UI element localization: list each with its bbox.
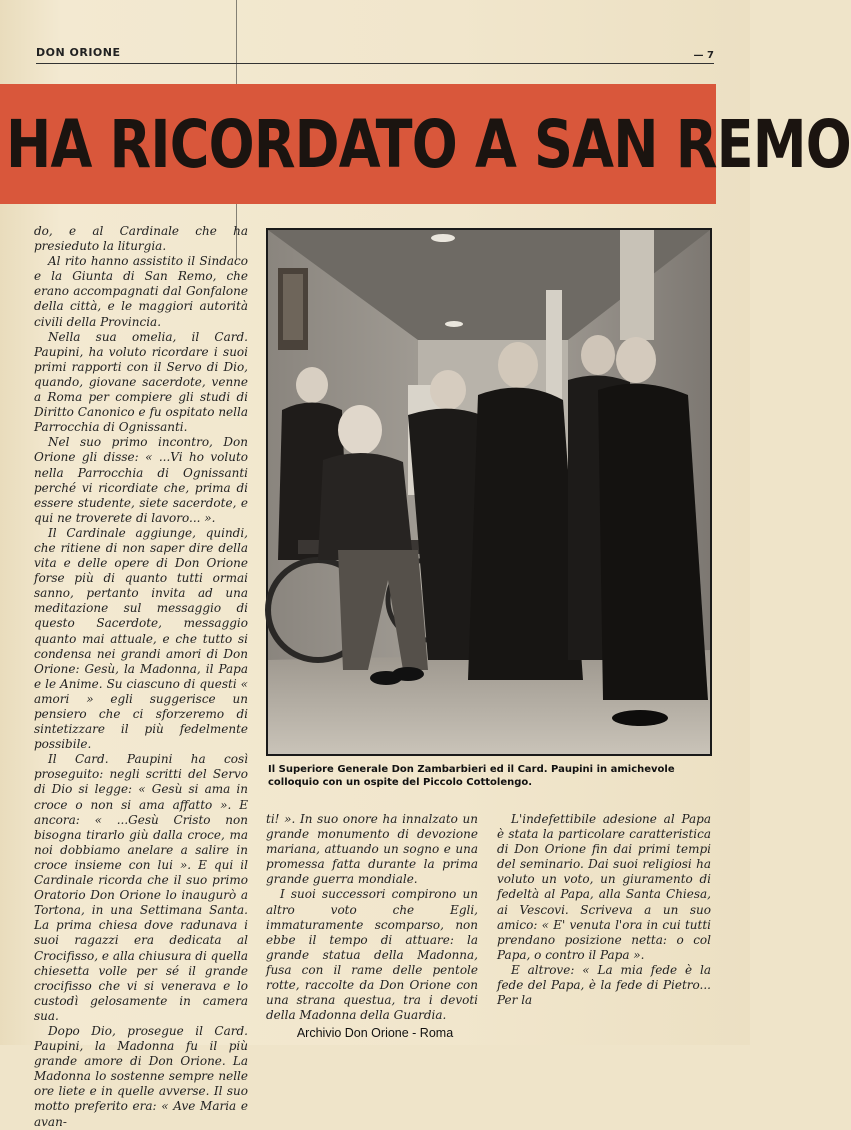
paragraph: Nella sua omelia, il Card. Paupini, ha voluto ricordare i suoi primi rapporti con il Servo di Dio, quando, giovane sacerdote, venne a Roma per compiere gli studi di Diritto Canonico e fu ospitato nella Parrocchia di Ognissanti. xyxy=(34,329,248,435)
photo-caption: Il Superiore Generale Don Zambarbieri ed il Card. Paupini in amichevole colloquio con un ospite del Piccolo Cottolengo. xyxy=(268,764,675,788)
paragraph: I suoi successori compirono un altro voto che Egli, immaturamente scomparso, non ebbe il tempo di attuare: la grande statua della Madonna, fusa con il rame delle pentole rotte, raccolte da Don Orione con una strana questua, tra i devoti della Madonna della Guardia. xyxy=(266,887,478,1023)
photo-illustration xyxy=(268,230,710,754)
article-column-3 xyxy=(497,812,711,1008)
archive-footer: Archivio Don Orione - Roma xyxy=(296,1026,454,1040)
article-column-2 xyxy=(266,812,478,1023)
paragraph: E altrove: « La mia fede è la fede del Papa, è la fede di Pietro... Per la xyxy=(497,962,711,1008)
paragraph: do, e al Cardinale che ha presieduto la liturgia. xyxy=(34,224,248,254)
paragraph: Dopo Dio, prosegue il Card. Paupini, la Madonna fu il più grande amore di Don Orione. La Madonna lo sostenne sempre nelle ore liete e in quelle avverse. Il suo motto preferito era: « Ave Maria e avan- xyxy=(34,1023,248,1129)
magazine-name: DON ORIONE xyxy=(36,46,121,59)
paragraph: Nel suo primo incontro, Don Orione gli disse: « ...Vi ho voluto nella Parrocchia di Ognissanti perché vi ricordiate che, prima di essere studente, siete sacerdote, e qui ne troverete di lavoro... ». xyxy=(34,435,248,525)
paragraph: Al rito hanno assistito il Sindaco e la Giunta di San Remo, che erano accompagnati dal Gonfalone della città, e le maggiori autorità civili della Provincia. xyxy=(34,254,248,329)
paragraph: Il Cardinale aggiunge, quindi, che ritiene di non saper dire della vita e delle opere di Don Orione forse più di quanto tutti ormai sanno, pertanto invita ad una meditazione sul messaggio di questo Sacerdote, messaggio quanto mai attuale, e che tutto si condensa nei grandi amori di Don Orione: Gesù, la Madonna, il Papa e le Anime. Su ciascuno di questi « amori » egli suggerisce un pensiero che ci sforzeremo di sintetizzare il più fedelmente possibile. xyxy=(34,525,248,752)
header-rule xyxy=(36,63,714,64)
paragraph: Il Card. Paupini ha così proseguito: negli scritti del Servo di Dio si legge: « Gesù si ama in croce o non si ama affatto ». E ancora: « ...Gesù Cristo non bisogna tirarlo giù dalla croce, ma noi dobbiamo anelare a salire in croce insieme con lui ». E qui il Cardinale ricorda che il suo primo Oratorio Don Orione lo inaugurò a Tortona, in una Settimana Santa. La prima chiesa dove radunava i suoi ragazzi era dedicata al Crocifisso, e alla chiusura di quella chiesetta volle per sé il grande crocifisso che vi si venerava e lo custodì gelosamente in camera sua. xyxy=(34,752,248,1023)
page-number: — 7 xyxy=(693,50,714,61)
article-column-1 xyxy=(34,224,248,1130)
article-photo xyxy=(266,228,712,756)
paragraph: ti! ». In suo onore ha innalzato un grande monumento di devozione mariana, attuando un sogno e una promessa fatta durante la prima grande guerra mondiale. xyxy=(266,812,478,887)
paragraph: L'indefettibile adesione al Papa è stata la particolare caratteristica di Don Orione fin dai primi tempi del seminario. Dai suoi religiosi ha voluto un voto, un giuramento di fedeltà al Papa, alla Santa Chiesa, ai Vescovi. Scriveva a un suo amico: « E' venuta l'ora in cui tutti prendano posizione netta: o col Papa, o contro il Papa ». xyxy=(497,812,711,962)
article-title: HA RICORDATO A SAN REMO xyxy=(6,105,851,183)
title-banner xyxy=(0,84,851,204)
